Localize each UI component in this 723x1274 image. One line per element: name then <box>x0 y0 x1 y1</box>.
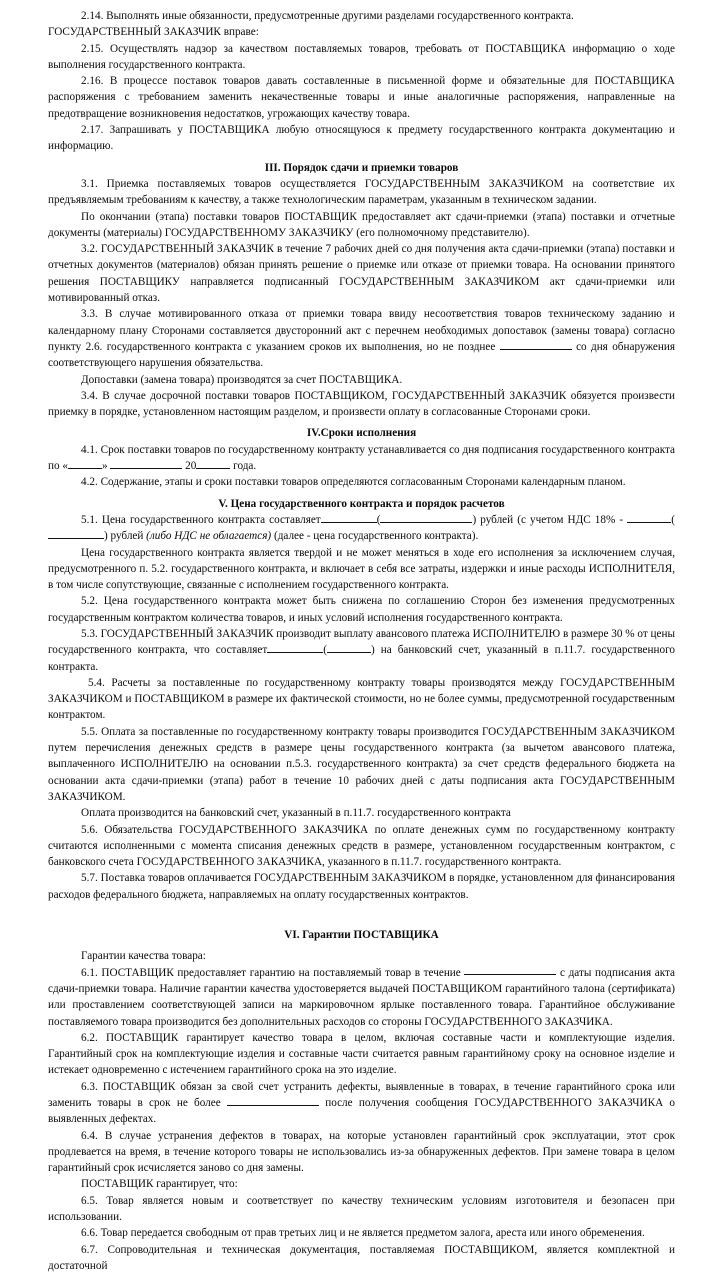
paragraph-text: со дня обнаружения соответствующего нарушения обязательства. <box>48 340 676 370</box>
paragraph-text: 20 <box>182 460 197 473</box>
paragraph-text: ( <box>376 513 381 526</box>
contract-paragraph: 2.15. Осуществлять надзор за качеством поставляемых товаров, требовать от ПОСТАВЩИКА информацию о ходе выполнения государственного контракта. <box>48 42 675 71</box>
section-heading: V. Цена государственного контракта и порядок расчетов <box>218 497 505 510</box>
contract-paragraph: 6.2. ПОСТАВЩИК гарантирует качество товара в целом, включая составные части и комплектующие изделия. Гарантийный срок на комплектующие изделия и составные части считается равным гарантийному сроку на основное изделие и истекает одновременно с истечением гарантийного срока на это изделие. <box>48 1031 675 1077</box>
contract-paragraph: Гарантии качества товара: <box>81 950 206 963</box>
paragraph-text: » <box>101 460 111 473</box>
contract-paragraph: По окончании (этапа) поставки товаров ПОСТАВЩИК предоставляет акт сдачи-приемки (этапа) поставки и отчетные документы (материалы) ГОСУДАРСТВЕННОМУ ЗАКАЗЧИКУ (его полномочному представителю). <box>48 210 675 239</box>
document-body <box>48 8 675 1274</box>
contract-paragraph: 2.16. В процессе поставок товаров давать составленные в письменной форме и обязательные для ПОСТАВЩИКА распоряжения с требованием заменить некачественные товары и иные аналогичные распоряжения, направленные на предотвращение возникновения недостатков, угрожающих качеству товара. <box>48 75 675 120</box>
contract-paragraph: 2.14. Выполнять иные обязанности, предусмотренные другими разделами государственного контракта. <box>81 10 574 22</box>
paragraph-italic-note: (либо НДС не облагается) <box>146 530 272 543</box>
contract-paragraph: 6.4. В случае устранения дефектов в товарах, на которые установлен гарантийный срок эксплуатации, этот срок продлевается на время, в течение которого товары не использовались из-за обнаруженных дефектов. При замене товара в целом гарантийный срок исчисляется заново со дня замены. <box>48 1129 675 1175</box>
fill-in-blank[interactable] <box>327 642 371 653</box>
fill-in-blank[interactable] <box>380 512 472 523</box>
fill-in-blank[interactable] <box>68 458 102 469</box>
contract-paragraph: 6.5. Товар является новым и соответствует по качеству техническим условиям изготовителя и безопасен при использовании. <box>48 1194 675 1224</box>
paragraph-text: ( <box>671 513 675 526</box>
paragraph-text: 6.1. ПОСТАВЩИК предоставляет гарантию на поставляемый товар в течение <box>81 966 465 979</box>
section-heading: III. Порядок сдачи и приемки товаров <box>264 161 459 174</box>
contract-paragraph <box>48 965 675 1030</box>
paragraph-text: ) рублей (с учетом НДС 18% - <box>472 513 628 526</box>
vertical-spacer <box>48 903 675 927</box>
contract-paragraph: 2.17. Запрашивать у ПОСТАВЩИКА любую относящуюся к предмету государственного контракта документацию и информацию. <box>48 124 675 153</box>
contract-paragraph <box>48 1079 675 1128</box>
paragraph-text: 3.3. В случае мотивированного отказа от приемки товара ввиду несоответствия товаров техническому заданию и календарному плану Сторонами составляется двусторонний акт с перечнем необходимых допоставок (замены товара) согласно пункту 2.6. государственного контракта с указанием сроков их выполнения, но не позднее <box>48 308 675 353</box>
contract-paragraph: 6.7. Сопроводительная и техническая документация, поставляемая ПОСТАВЩИКОМ, является комплектной и достаточной <box>48 1243 675 1272</box>
contract-paragraph <box>48 442 675 475</box>
contract-paragraph: 5.4. Расчеты за поставленные по государственному контракту товары производятся между ГОСУДАРСТВЕННЫМ ЗАКАЗЧИКОМ и ПОСТАВЩИКОМ в размере их фактической стоимости, но не более суммы, предусмотренной государственным контрактом. <box>48 676 675 722</box>
paragraph-text: 4.1. Срок поставки товаров по государственному контракту устанавливается со дня подписания государственного контракта по « <box>48 443 675 473</box>
section-heading: VI. Гарантии ПОСТАВЩИКА <box>284 929 439 942</box>
paragraph-text: 5.3. ГОСУДАРСТВЕННЫЙ ЗАКАЗЧИК производит выплату авансового платежа ИСПОЛНИТЕЛЮ в размере 30 % от цены государственного контракта, что составляет <box>48 627 675 657</box>
contract-paragraph: 5.5. Оплата за поставленные по государственному контракту товары производится ГОСУДАРСТВЕННЫМ ЗАКАЗЧИКОМ путем перечисления денежных средств в размере цены государственного контракта (за вычетом авансового платежа, выплаченного ИСПОЛНИТЕЛЮ на основании п.5.3. государственного контракта) за счет средств федерального бюджета на основании акта сдачи-приемки (этапа) работ в течение 10 рабочих дней с даты подписания акта ГОСУДАРСТВЕННЫМ ЗАКАЗЧИКОМ. <box>48 725 675 803</box>
contract-paragraph: 3.1. Приемка поставляемых товаров осуществляется ГОСУДАРСТВЕННЫМ ЗАКАЗЧИКОМ на соответствие их предъявляемым требованиям к качеству, а также технологическим параметрам, указанным в техническом задании. <box>48 177 675 207</box>
paragraph-text: с даты подписания акта сдачи-приемки товара. Наличие гарантии качества удостоверяется выдачей ПОСТАВЩИКОМ гарантийного талона (сертификата) или проставлением соответствующей записи на маркировочном ярлыке поставленного товара. Гарантийное обслуживание поставляемого товара производится без дополнительных расходов со стороны ГОСУДАРСТВЕННОГО ЗАКАЗЧИКА. <box>48 966 675 1028</box>
paragraph-text: после получения сообщения ГОСУДАРСТВЕННОГО ЗАКАЗЧИКА о выявленных дефектах. <box>48 1097 676 1126</box>
fill-in-blank[interactable] <box>48 528 104 539</box>
contract-paragraph: Оплата производится на банковский счет, указанный в п.11.7. государственного контракта <box>81 807 511 820</box>
contract-paragraph <box>48 626 675 675</box>
contract-paragraph: 3.2. ГОСУДАРСТВЕННЫЙ ЗАКАЗЧИК в течение 7 рабочих дней со дня получения акта сдачи-приемки (этапа) поставки и отчетных документов (материалов) обязан принять решение о приемке или отказе от приемки товара. На основании принятого решения ПОСТАВЩИКУ направляется подписанный ГОСУДАРСТВЕННЫМ ЗАКАЗЧИКОМ акт сдачи-приемки или мотивированный отказ. <box>48 243 675 305</box>
contract-paragraph: ПОСТАВЩИК гарантирует, что: <box>81 1178 238 1191</box>
contract-paragraph <box>48 306 675 371</box>
contract-paragraph: 5.2. Цена государственного контракта может быть снижена по соглашению Сторон без изменения предусмотренных государственным контрактом количества товаров, и иных условий исполнения государственного контракта. <box>48 595 675 624</box>
contract-paragraph: 5.7. Поставка товаров оплачивается ГОСУДАРСТВЕННЫМ ЗАКАЗЧИКОМ в порядке, установленном для финансирования расходов федерального бюджета, направляемых на оплату государственных контрактов. <box>48 872 675 901</box>
contract-paragraph: Цена государственного контракта является твердой и не может меняться в ходе его исполнения за исключением случая, предусмотренного п. 5.2. государственного контракта, и включает в себя все затраты, издержки и иные расходы ИСПОЛНИТЕЛЯ, в том числе сопутствующие, связанные с исполнением государственного контракта. <box>48 546 675 592</box>
paragraph-text: ) на банковский счет, указанный в п.11.7. государственного контракта. <box>48 644 675 673</box>
contract-paragraph: 4.2. Содержание, этапы и сроки поставки товаров определяются согласованным Сторонами календарным планом. <box>81 476 626 489</box>
paragraph-text: 5.1. Цена государственного контракта составляет <box>81 513 321 526</box>
fill-in-blank[interactable] <box>627 512 671 523</box>
contract-paragraph: ГОСУДАРСТВЕННЫЙ ЗАКАЗЧИК вправе: <box>48 26 259 39</box>
contract-paragraph: 6.6. Товар передается свободным от прав третьих лиц и не является предметом залога, ареста или иного обременения. <box>81 1227 645 1240</box>
paragraph-text: ) рублей <box>104 530 147 543</box>
paragraph-text: ( <box>323 644 327 657</box>
section-heading: IV.Сроки исполнения <box>306 427 417 440</box>
fill-in-blank[interactable] <box>500 339 572 350</box>
fill-in-blank[interactable] <box>464 965 556 976</box>
paragraph-text: года. <box>230 460 257 473</box>
paragraph-text: (далее - цена государственного контракта). <box>271 530 479 543</box>
contract-paragraph: 3.4. В случае досрочной поставки товаров ПОСТАВЩИКОМ, ГОСУДАРСТВЕННЫЙ ЗАКАЗЧИК обязуется произвести приемку в порядке, установленном настоящим разделом, и произвести оплату в согласованные Сторонами сроки. <box>48 389 675 419</box>
fill-in-blank[interactable] <box>267 642 323 653</box>
fill-in-blank[interactable] <box>321 512 377 523</box>
paragraph-text: 6.3. ПОСТАВЩИК обязан за свой счет устранить дефекты, выявленные в товарах, в течение гарантийного срока или заменить товары в срок не более <box>48 1080 675 1109</box>
contract-paragraph <box>48 512 675 545</box>
fill-in-blank[interactable] <box>227 1095 319 1106</box>
contract-paragraph: 5.6. Обязательства ГОСУДАРСТВЕННОГО ЗАКАЗЧИКА по оплате денежных сумм по государственному контракту считаются исполненными с момента списания денежных средств в размере, установленном государственным контрактом, с банковского счета ГОСУДАРСТВЕННОГО ЗАКАЗЧИКА, указанного в п.11.7. государственного контракта. <box>48 823 675 869</box>
fill-in-blank[interactable] <box>110 458 182 469</box>
fill-in-blank[interactable] <box>196 458 230 469</box>
contract-paragraph: Допоставки (замена товара) производятся за счет ПОСТАВЩИКА. <box>81 373 403 386</box>
